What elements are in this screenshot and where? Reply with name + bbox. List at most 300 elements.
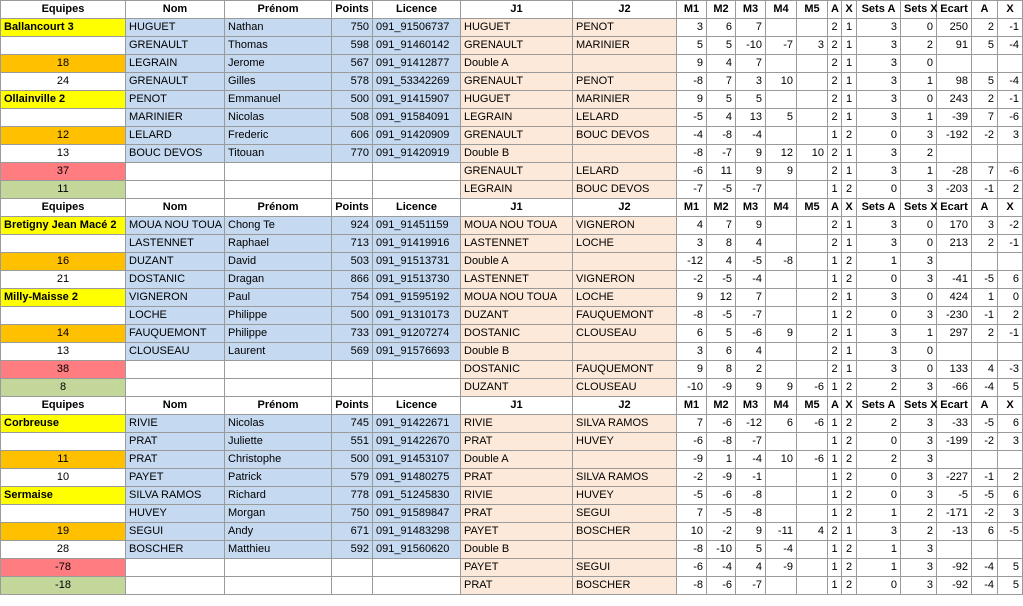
player-firstname-cell[interactable]: Dragan xyxy=(225,271,332,289)
set-m1-cell[interactable]: 9 xyxy=(677,361,707,379)
player-points-cell[interactable]: 745 xyxy=(332,415,373,433)
set-m2-cell[interactable]: -6 xyxy=(707,487,736,505)
player-points-cell[interactable]: 750 xyxy=(332,19,373,37)
header-sets-a[interactable]: Sets A xyxy=(857,397,901,415)
result-x-cell[interactable]: -1 xyxy=(998,91,1023,109)
player-name-cell[interactable]: HUGUET xyxy=(126,19,225,37)
sets-a-cell[interactable]: 1 xyxy=(857,541,901,559)
header-m3[interactable]: M3 xyxy=(736,397,766,415)
j1-cell[interactable]: PRAT xyxy=(461,469,573,487)
match-x-cell[interactable]: 1 xyxy=(842,91,857,109)
match-x-cell[interactable]: 2 xyxy=(842,469,857,487)
player-points-cell[interactable]: 551 xyxy=(332,433,373,451)
header-res-a[interactable]: A xyxy=(972,397,998,415)
result-a-cell[interactable]: 5 xyxy=(972,37,998,55)
header-m3[interactable]: M3 xyxy=(736,199,766,217)
j2-cell[interactable]: VIGNERON xyxy=(573,271,677,289)
j1-cell[interactable]: PAYET xyxy=(461,559,573,577)
ecart-cell[interactable] xyxy=(937,253,972,271)
j2-cell[interactable]: FAUQUEMONT xyxy=(573,361,677,379)
result-x-cell[interactable]: -5 xyxy=(998,523,1023,541)
j1-cell[interactable]: MOUA NOU TOUA xyxy=(461,217,573,235)
player-points-cell[interactable]: 503 xyxy=(332,253,373,271)
j2-cell[interactable]: CLOUSEAU xyxy=(573,325,677,343)
j1-cell[interactable]: Double A xyxy=(461,451,573,469)
j2-cell[interactable] xyxy=(573,145,677,163)
match-a-cell[interactable]: 2 xyxy=(828,145,842,163)
match-x-cell[interactable]: 2 xyxy=(842,127,857,145)
match-x-cell[interactable]: 2 xyxy=(842,379,857,397)
player-points-cell[interactable]: 500 xyxy=(332,307,373,325)
header-j1[interactable]: J1 xyxy=(461,199,573,217)
header-nom[interactable]: Nom xyxy=(126,1,225,19)
result-x-cell[interactable]: 3 xyxy=(998,505,1023,523)
sets-a-cell[interactable]: 3 xyxy=(857,235,901,253)
team-cell[interactable]: Sermaise xyxy=(1,487,126,505)
set-m4-cell[interactable] xyxy=(766,289,797,307)
header-licence[interactable]: Licence xyxy=(373,199,461,217)
set-m4-cell[interactable] xyxy=(766,127,797,145)
result-x-cell[interactable]: 2 xyxy=(998,181,1023,199)
set-m2-cell[interactable]: -8 xyxy=(707,127,736,145)
player-licence-cell[interactable]: 091_91460142 xyxy=(373,37,461,55)
j1-cell[interactable]: DUZANT xyxy=(461,379,573,397)
set-m3-cell[interactable]: -7 xyxy=(736,307,766,325)
j2-cell[interactable]: PENOT xyxy=(573,73,677,91)
result-a-cell[interactable]: -4 xyxy=(972,559,998,577)
set-m2-cell[interactable]: 5 xyxy=(707,325,736,343)
sets-a-cell[interactable]: 3 xyxy=(857,145,901,163)
set-m2-cell[interactable]: -9 xyxy=(707,469,736,487)
player-firstname-cell[interactable]: Richard xyxy=(225,487,332,505)
team-cell[interactable]: 21 xyxy=(1,271,126,289)
match-a-cell[interactable]: 2 xyxy=(828,19,842,37)
result-x-cell[interactable]: -1 xyxy=(998,325,1023,343)
header-m5[interactable]: M5 xyxy=(797,397,828,415)
player-licence-cell[interactable]: 091_91451159 xyxy=(373,217,461,235)
result-a-cell[interactable]: -2 xyxy=(972,127,998,145)
player-licence-cell[interactable]: 091_91506737 xyxy=(373,19,461,37)
set-m1-cell[interactable]: -2 xyxy=(677,469,707,487)
sets-x-cell[interactable]: 2 xyxy=(901,505,937,523)
result-x-cell[interactable]: 3 xyxy=(998,127,1023,145)
result-a-cell[interactable]: 7 xyxy=(972,109,998,127)
ecart-cell[interactable]: -13 xyxy=(937,523,972,541)
header-j1[interactable]: J1 xyxy=(461,1,573,19)
result-a-cell[interactable]: 2 xyxy=(972,19,998,37)
player-name-cell[interactable]: CLOUSEAU xyxy=(126,343,225,361)
player-firstname-cell[interactable]: Matthieu xyxy=(225,541,332,559)
j2-cell[interactable]: BOSCHER xyxy=(573,577,677,595)
sets-x-cell[interactable]: 3 xyxy=(901,379,937,397)
team-cell[interactable] xyxy=(1,235,126,253)
set-m2-cell[interactable]: -4 xyxy=(707,559,736,577)
result-x-cell[interactable] xyxy=(998,55,1023,73)
set-m2-cell[interactable]: 4 xyxy=(707,55,736,73)
set-m1-cell[interactable]: 9 xyxy=(677,91,707,109)
sets-x-cell[interactable]: 3 xyxy=(901,415,937,433)
match-a-cell[interactable]: 2 xyxy=(828,325,842,343)
j1-cell[interactable]: PRAT xyxy=(461,433,573,451)
sets-a-cell[interactable]: 0 xyxy=(857,127,901,145)
player-name-cell[interactable]: SEGUI xyxy=(126,523,225,541)
set-m3-cell[interactable]: 2 xyxy=(736,361,766,379)
team-cell[interactable]: 24 xyxy=(1,73,126,91)
player-name-cell[interactable]: BOUC DEVOS xyxy=(126,145,225,163)
result-x-cell[interactable]: 2 xyxy=(998,307,1023,325)
set-m5-cell[interactable] xyxy=(797,307,828,325)
player-licence-cell[interactable] xyxy=(373,577,461,595)
result-x-cell[interactable]: -1 xyxy=(998,235,1023,253)
match-x-cell[interactable]: 1 xyxy=(842,343,857,361)
set-m4-cell[interactable] xyxy=(766,433,797,451)
set-m4-cell[interactable] xyxy=(766,343,797,361)
set-m3-cell[interactable]: -8 xyxy=(736,487,766,505)
player-firstname-cell[interactable]: David xyxy=(225,253,332,271)
sets-a-cell[interactable]: 0 xyxy=(857,469,901,487)
sets-x-cell[interactable]: 3 xyxy=(901,451,937,469)
match-a-cell[interactable]: 2 xyxy=(828,289,842,307)
player-points-cell[interactable]: 567 xyxy=(332,55,373,73)
match-a-cell[interactable]: 1 xyxy=(828,271,842,289)
ecart-cell[interactable]: -203 xyxy=(937,181,972,199)
player-firstname-cell[interactable]: Christophe xyxy=(225,451,332,469)
j1-cell[interactable]: DUZANT xyxy=(461,307,573,325)
j1-cell[interactable]: GRENAULT xyxy=(461,37,573,55)
set-m4-cell[interactable] xyxy=(766,307,797,325)
header-m2[interactable]: M2 xyxy=(707,199,736,217)
set-m3-cell[interactable]: -4 xyxy=(736,271,766,289)
player-licence-cell[interactable]: 091_91595192 xyxy=(373,289,461,307)
result-x-cell[interactable]: -6 xyxy=(998,163,1023,181)
result-x-cell[interactable]: -2 xyxy=(998,217,1023,235)
team-cell[interactable]: 13 xyxy=(1,343,126,361)
match-a-cell[interactable]: 2 xyxy=(828,523,842,541)
header-x[interactable]: X xyxy=(842,1,857,19)
set-m1-cell[interactable]: -6 xyxy=(677,433,707,451)
set-m2-cell[interactable]: 11 xyxy=(707,163,736,181)
team-cell[interactable] xyxy=(1,109,126,127)
ecart-cell[interactable]: 297 xyxy=(937,325,972,343)
set-m2-cell[interactable]: -7 xyxy=(707,145,736,163)
j1-cell[interactable]: HUGUET xyxy=(461,19,573,37)
result-a-cell[interactable]: -2 xyxy=(972,505,998,523)
match-a-cell[interactable]: 1 xyxy=(828,451,842,469)
match-x-cell[interactable]: 1 xyxy=(842,523,857,541)
sets-a-cell[interactable]: 3 xyxy=(857,163,901,181)
set-m2-cell[interactable]: 7 xyxy=(707,217,736,235)
team-cell[interactable]: -18 xyxy=(1,577,126,595)
team-cell[interactable]: 37 xyxy=(1,163,126,181)
team-cell[interactable]: 38 xyxy=(1,361,126,379)
player-points-cell[interactable] xyxy=(332,559,373,577)
j2-cell[interactable]: MARINIER xyxy=(573,37,677,55)
player-name-cell[interactable]: HUVEY xyxy=(126,505,225,523)
set-m5-cell[interactable] xyxy=(797,433,828,451)
header-nom[interactable]: Nom xyxy=(126,199,225,217)
result-x-cell[interactable]: 6 xyxy=(998,415,1023,433)
set-m3-cell[interactable]: -6 xyxy=(736,325,766,343)
player-firstname-cell[interactable] xyxy=(225,379,332,397)
set-m3-cell[interactable]: 5 xyxy=(736,541,766,559)
set-m2-cell[interactable]: 5 xyxy=(707,37,736,55)
ecart-cell[interactable]: -28 xyxy=(937,163,972,181)
match-x-cell[interactable]: 1 xyxy=(842,361,857,379)
j2-cell[interactable] xyxy=(573,541,677,559)
set-m1-cell[interactable]: 6 xyxy=(677,325,707,343)
header-prenom[interactable]: Prénom xyxy=(225,1,332,19)
player-points-cell[interactable]: 750 xyxy=(332,505,373,523)
set-m1-cell[interactable]: -8 xyxy=(677,145,707,163)
j1-cell[interactable]: GRENAULT xyxy=(461,163,573,181)
ecart-cell[interactable]: 424 xyxy=(937,289,972,307)
header-sets-x[interactable]: Sets X xyxy=(901,397,937,415)
header-res-x[interactable]: X xyxy=(998,199,1023,217)
match-a-cell[interactable]: 1 xyxy=(828,307,842,325)
player-points-cell[interactable]: 924 xyxy=(332,217,373,235)
set-m5-cell[interactable] xyxy=(797,163,828,181)
j2-cell[interactable]: SEGUI xyxy=(573,505,677,523)
sets-x-cell[interactable]: 0 xyxy=(901,289,937,307)
match-a-cell[interactable]: 1 xyxy=(828,415,842,433)
team-cell[interactable] xyxy=(1,37,126,55)
result-a-cell[interactable] xyxy=(972,145,998,163)
set-m5-cell[interactable] xyxy=(797,19,828,37)
result-x-cell[interactable] xyxy=(998,145,1023,163)
j2-cell[interactable]: VIGNERON xyxy=(573,217,677,235)
ecart-cell[interactable] xyxy=(937,55,972,73)
player-licence-cell[interactable] xyxy=(373,559,461,577)
match-a-cell[interactable]: 2 xyxy=(828,109,842,127)
set-m5-cell[interactable] xyxy=(797,343,828,361)
sets-a-cell[interactable]: 0 xyxy=(857,271,901,289)
result-a-cell[interactable]: 2 xyxy=(972,235,998,253)
set-m5-cell[interactable] xyxy=(797,289,828,307)
set-m4-cell[interactable]: -7 xyxy=(766,37,797,55)
team-cell[interactable]: 16 xyxy=(1,253,126,271)
player-name-cell[interactable]: BOSCHER xyxy=(126,541,225,559)
header-sets-a[interactable]: Sets A xyxy=(857,199,901,217)
header-j1[interactable]: J1 xyxy=(461,397,573,415)
ecart-cell[interactable]: -66 xyxy=(937,379,972,397)
player-licence-cell[interactable]: 091_91513730 xyxy=(373,271,461,289)
match-a-cell[interactable]: 1 xyxy=(828,127,842,145)
header-ecart[interactable]: Ecart xyxy=(937,397,972,415)
set-m5-cell[interactable] xyxy=(797,577,828,595)
result-a-cell[interactable] xyxy=(972,451,998,469)
result-a-cell[interactable]: 4 xyxy=(972,361,998,379)
sets-x-cell[interactable]: 2 xyxy=(901,37,937,55)
sets-x-cell[interactable]: 0 xyxy=(901,343,937,361)
match-x-cell[interactable]: 2 xyxy=(842,577,857,595)
player-licence-cell[interactable]: 091_91207274 xyxy=(373,325,461,343)
team-cell[interactable] xyxy=(1,433,126,451)
header-j2[interactable]: J2 xyxy=(573,199,677,217)
header-res-x[interactable]: X xyxy=(998,397,1023,415)
result-a-cell[interactable]: 7 xyxy=(972,163,998,181)
ecart-cell[interactable]: -39 xyxy=(937,109,972,127)
team-cell[interactable]: Ollainville 2 xyxy=(1,91,126,109)
set-m2-cell[interactable]: 7 xyxy=(707,73,736,91)
set-m3-cell[interactable]: -7 xyxy=(736,577,766,595)
set-m1-cell[interactable]: 7 xyxy=(677,505,707,523)
match-x-cell[interactable]: 1 xyxy=(842,325,857,343)
sets-x-cell[interactable]: 2 xyxy=(901,523,937,541)
ecart-cell[interactable]: 170 xyxy=(937,217,972,235)
sets-x-cell[interactable]: 3 xyxy=(901,577,937,595)
j2-cell[interactable] xyxy=(573,343,677,361)
set-m4-cell[interactable]: -4 xyxy=(766,541,797,559)
set-m1-cell[interactable]: -12 xyxy=(677,253,707,271)
set-m3-cell[interactable]: -10 xyxy=(736,37,766,55)
sets-a-cell[interactable]: 3 xyxy=(857,37,901,55)
player-licence-cell[interactable]: 091_91422670 xyxy=(373,433,461,451)
match-x-cell[interactable]: 1 xyxy=(842,217,857,235)
set-m1-cell[interactable]: -5 xyxy=(677,109,707,127)
set-m4-cell[interactable] xyxy=(766,235,797,253)
header-sets-x[interactable]: Sets X xyxy=(901,1,937,19)
player-firstname-cell[interactable]: Philippe xyxy=(225,307,332,325)
set-m2-cell[interactable]: -8 xyxy=(707,433,736,451)
j1-cell[interactable]: Double A xyxy=(461,55,573,73)
j2-cell[interactable]: MARINIER xyxy=(573,91,677,109)
result-x-cell[interactable]: -6 xyxy=(998,109,1023,127)
result-a-cell[interactable]: -5 xyxy=(972,415,998,433)
sets-x-cell[interactable]: 3 xyxy=(901,541,937,559)
player-name-cell[interactable]: RIVIE xyxy=(126,415,225,433)
player-firstname-cell[interactable]: Raphael xyxy=(225,235,332,253)
result-a-cell[interactable]: -2 xyxy=(972,433,998,451)
sets-x-cell[interactable]: 0 xyxy=(901,217,937,235)
team-cell[interactable]: Bretigny Jean Macé 2 xyxy=(1,217,126,235)
player-firstname-cell[interactable]: Paul xyxy=(225,289,332,307)
sets-a-cell[interactable]: 2 xyxy=(857,415,901,433)
header-res-a[interactable]: A xyxy=(972,199,998,217)
set-m2-cell[interactable]: 1 xyxy=(707,451,736,469)
player-name-cell[interactable] xyxy=(126,163,225,181)
player-licence-cell[interactable] xyxy=(373,181,461,199)
sets-x-cell[interactable]: 3 xyxy=(901,181,937,199)
set-m3-cell[interactable]: -4 xyxy=(736,451,766,469)
set-m2-cell[interactable]: -5 xyxy=(707,505,736,523)
result-a-cell[interactable]: 3 xyxy=(972,217,998,235)
player-points-cell[interactable]: 671 xyxy=(332,523,373,541)
header-ecart[interactable]: Ecart xyxy=(937,1,972,19)
match-x-cell[interactable]: 2 xyxy=(842,307,857,325)
set-m5-cell[interactable] xyxy=(797,361,828,379)
set-m3-cell[interactable]: 9 xyxy=(736,163,766,181)
set-m2-cell[interactable]: 8 xyxy=(707,235,736,253)
match-a-cell[interactable]: 1 xyxy=(828,433,842,451)
j1-cell[interactable]: RIVIE xyxy=(461,487,573,505)
set-m3-cell[interactable]: 7 xyxy=(736,289,766,307)
header-licence[interactable]: Licence xyxy=(373,1,461,19)
sets-a-cell[interactable]: 0 xyxy=(857,307,901,325)
player-name-cell[interactable] xyxy=(126,361,225,379)
header-m3[interactable]: M3 xyxy=(736,1,766,19)
team-cell[interactable]: 8 xyxy=(1,379,126,397)
set-m2-cell[interactable]: -5 xyxy=(707,307,736,325)
j2-cell[interactable]: BOUC DEVOS xyxy=(573,127,677,145)
player-name-cell[interactable]: PRAT xyxy=(126,433,225,451)
sets-a-cell[interactable]: 2 xyxy=(857,451,901,469)
ecart-cell[interactable]: -33 xyxy=(937,415,972,433)
header-res-a[interactable]: A xyxy=(972,1,998,19)
match-a-cell[interactable]: 2 xyxy=(828,361,842,379)
header-m1[interactable]: M1 xyxy=(677,397,707,415)
set-m5-cell[interactable] xyxy=(797,469,828,487)
match-a-cell[interactable]: 1 xyxy=(828,559,842,577)
sets-a-cell[interactable]: 3 xyxy=(857,217,901,235)
player-licence-cell[interactable]: 091_91560620 xyxy=(373,541,461,559)
player-points-cell[interactable]: 713 xyxy=(332,235,373,253)
team-cell[interactable]: 19 xyxy=(1,523,126,541)
set-m4-cell[interactable]: 10 xyxy=(766,451,797,469)
j2-cell[interactable] xyxy=(573,451,677,469)
set-m3-cell[interactable]: -8 xyxy=(736,505,766,523)
ecart-cell[interactable]: -192 xyxy=(937,127,972,145)
player-firstname-cell[interactable]: Chong Te xyxy=(225,217,332,235)
set-m5-cell[interactable]: 3 xyxy=(797,37,828,55)
player-points-cell[interactable]: 569 xyxy=(332,343,373,361)
result-a-cell[interactable] xyxy=(972,343,998,361)
team-cell[interactable]: 28 xyxy=(1,541,126,559)
set-m2-cell[interactable]: 6 xyxy=(707,343,736,361)
header-prenom[interactable]: Prénom xyxy=(225,199,332,217)
header-sets-a[interactable]: Sets A xyxy=(857,1,901,19)
header-points[interactable]: Points xyxy=(332,1,373,19)
match-a-cell[interactable]: 1 xyxy=(828,487,842,505)
j1-cell[interactable]: HUGUET xyxy=(461,91,573,109)
set-m3-cell[interactable]: 9 xyxy=(736,145,766,163)
header-points[interactable]: Points xyxy=(332,199,373,217)
ecart-cell[interactable]: -92 xyxy=(937,559,972,577)
player-firstname-cell[interactable]: Nathan xyxy=(225,19,332,37)
result-x-cell[interactable] xyxy=(998,541,1023,559)
match-x-cell[interactable]: 2 xyxy=(842,181,857,199)
result-a-cell[interactable]: -4 xyxy=(972,577,998,595)
set-m4-cell[interactable] xyxy=(766,181,797,199)
player-points-cell[interactable]: 866 xyxy=(332,271,373,289)
header-x[interactable]: X xyxy=(842,199,857,217)
set-m1-cell[interactable]: 3 xyxy=(677,19,707,37)
j2-cell[interactable]: LELARD xyxy=(573,109,677,127)
set-m4-cell[interactable] xyxy=(766,487,797,505)
result-a-cell[interactable]: -5 xyxy=(972,487,998,505)
player-licence-cell[interactable]: 091_91584091 xyxy=(373,109,461,127)
j1-cell[interactable]: GRENAULT xyxy=(461,127,573,145)
header-a[interactable]: A xyxy=(828,397,842,415)
match-x-cell[interactable]: 1 xyxy=(842,73,857,91)
set-m1-cell[interactable]: -6 xyxy=(677,559,707,577)
result-a-cell[interactable]: 1 xyxy=(972,289,998,307)
sets-a-cell[interactable]: 3 xyxy=(857,361,901,379)
set-m4-cell[interactable]: -11 xyxy=(766,523,797,541)
player-licence-cell[interactable]: 091_91310173 xyxy=(373,307,461,325)
ecart-cell[interactable]: 243 xyxy=(937,91,972,109)
set-m2-cell[interactable]: 8 xyxy=(707,361,736,379)
set-m4-cell[interactable]: 9 xyxy=(766,163,797,181)
set-m4-cell[interactable] xyxy=(766,19,797,37)
set-m1-cell[interactable]: -6 xyxy=(677,163,707,181)
j2-cell[interactable]: BOSCHER xyxy=(573,523,677,541)
set-m5-cell[interactable] xyxy=(797,325,828,343)
sets-x-cell[interactable]: 1 xyxy=(901,73,937,91)
header-m1[interactable]: M1 xyxy=(677,1,707,19)
set-m4-cell[interactable] xyxy=(766,505,797,523)
ecart-cell[interactable]: 91 xyxy=(937,37,972,55)
player-name-cell[interactable]: GRENAULT xyxy=(126,37,225,55)
